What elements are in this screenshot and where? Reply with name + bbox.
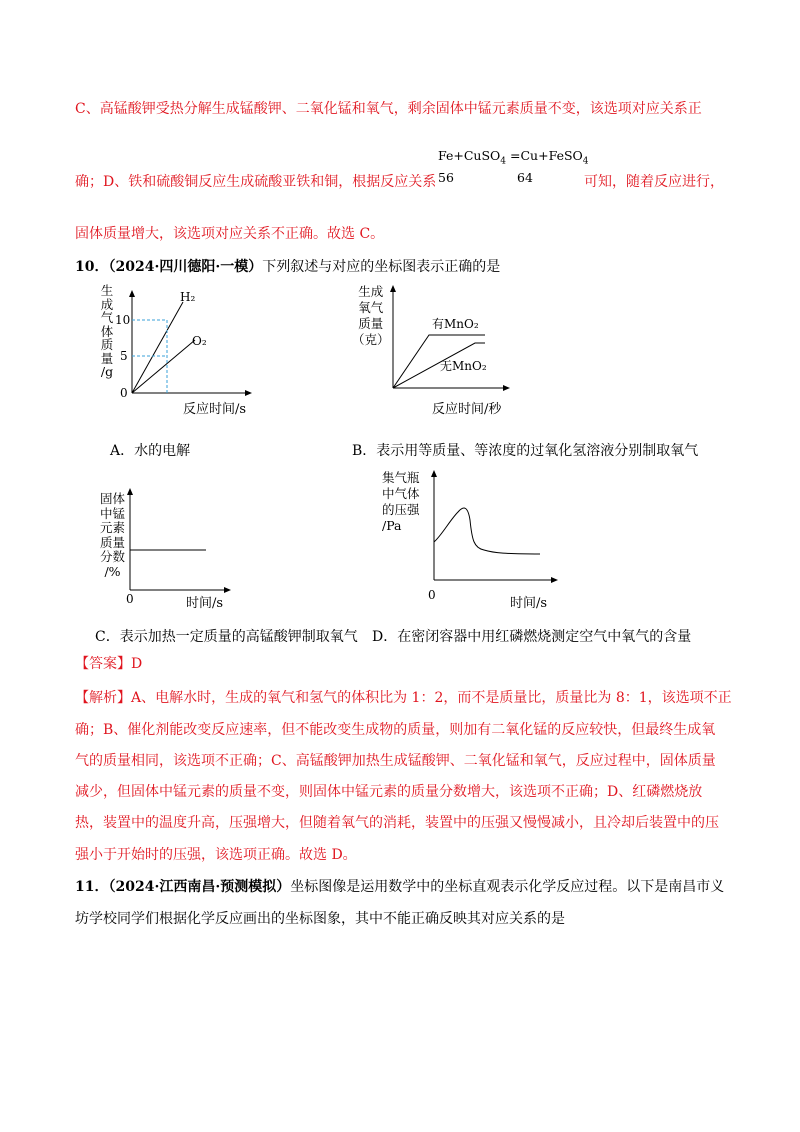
chart-d-xlabel: 时间/s (510, 596, 548, 611)
option-a: A．水的电解 (110, 443, 191, 459)
analysis-line6: 强小于开始时的压强，该选项正确。故选 D。 (75, 847, 357, 863)
chart-a-h2-line (132, 302, 183, 393)
chart-d-y-arrow (431, 470, 437, 477)
prev-analysis-line1: C、高锰酸钾受热分解生成锰酸钾、二氧化锰和氧气，剩余固体中锰元素质量不变，该选项对应关系正 (75, 101, 702, 117)
chart-c-x-arrow (224, 587, 231, 593)
chart-a-xlabel: 反应时间/s (183, 402, 247, 417)
option-d: D．在密闭容器中用红磷燃烧测定空气中氧气的含量 (372, 629, 692, 645)
chart-c-xlabel: 时间/s (186, 596, 224, 611)
analysis-line1: 【解析】A、电解水时，生成的氧气和氢气的体积比为 1：2，而不是质量比，质量比为 8：1，该选项不正 (75, 690, 732, 706)
chart-b-y-arrow (390, 285, 396, 292)
question-11-stem-line2: 坊学校同学们根据化学反应画出的坐标图象，其中不能正确反映其对应关系的是 (75, 911, 565, 927)
option-b: B．表示用等质量、等浓度的过氧化氢溶液分别制取氧气 (352, 443, 699, 459)
question-11-stem-line1: 11．（2024·江西南昌·预测模拟）坐标图像是运用数学中的坐标直观表示化学反应过程。以下是南昌市义 (75, 879, 725, 895)
reaction-equation: Fe+CuSO$_4$ =Cu+FeSO$_4$ (438, 148, 589, 167)
answer: 【答案】D (75, 656, 143, 672)
analysis-line3: 气的质量相同，该选项不正确；C、高锰酸钾加热生成锰酸钾、二氧化锰和氧气，反应过程中，固体质量 (75, 753, 716, 769)
chart-c-y-arrow (127, 488, 133, 495)
chart-a-o2-line (132, 340, 195, 393)
equation-mass-64: 64 (517, 170, 533, 185)
option-c: C．表示加热一定质量的高锰酸钾制取氧气 (95, 629, 358, 645)
chart-c-origin: 0 (126, 592, 134, 606)
chart-d-pressure-curve (434, 508, 540, 554)
chart-b-ylabel: 生成 氧气 质量 （克） (352, 284, 390, 347)
chart-d-ylabel: 集气瓶 中气体 的压强 /Pa (382, 470, 420, 533)
chart-a-tick-10: 10 (115, 313, 131, 327)
chart-c-svg (126, 488, 236, 598)
chart-a-y-arrow (129, 290, 135, 297)
chart-d-x-arrow (551, 577, 558, 583)
chart-a-tick-5: 5 (120, 349, 128, 363)
analysis-line4: 减少，但固体中锰元素的质量不变，则固体中锰元素的质量分数增大，该选项不正确；D、红磷燃烧放 (75, 784, 703, 800)
prev-analysis-line2b: 可知，随着反应进行， (584, 174, 724, 190)
prev-analysis-line3: 固体质量增大，该选项对应关系不正确。故选 C。 (75, 226, 385, 242)
question-10-stem: 10．（2024·四川德阳·一模）下列叙述与对应的坐标图表示正确的是 (75, 259, 501, 275)
chart-b-series-with: 有MnO₂ (432, 317, 479, 331)
chart-b-xlabel: 反应时间/秒 (432, 402, 502, 417)
chart-a-ylabel: 生 成 气 体 质 量 /g (100, 283, 114, 379)
chart-a-tick-0: 0 (120, 386, 128, 400)
chart-a-x-arrow (245, 390, 252, 396)
chart-c-ylabel: 固体 中锰 元素 质量 分数 /% (100, 491, 126, 579)
chart-d-svg (428, 470, 568, 585)
chart-b-x-arrow (503, 385, 510, 391)
chart-b-svg (385, 285, 515, 395)
chart-a-series-h2: H₂ (180, 290, 196, 304)
prev-analysis-line2a: 确；D、铁和硫酸铜反应生成硫酸亚铁和铜，根据反应关系 (75, 174, 437, 190)
analysis-line2: 确；B、催化剂能改变反应速率，但不能改变生成物的质量，则加有二氧化锰的反应较快，但最终生成氧 (75, 722, 716, 738)
chart-a-series-o2: O₂ (192, 334, 207, 348)
chart-b-series-without: 无MnO₂ (440, 359, 487, 373)
analysis-line5: 热，装置中的温度升高，压强增大，但随着氧气的消耗，装置中的压强又慢慢减小，且冷却后装置中的压 (75, 815, 719, 831)
equation-mass-56: 56 (438, 170, 454, 185)
chart-d-origin: 0 (428, 588, 436, 602)
